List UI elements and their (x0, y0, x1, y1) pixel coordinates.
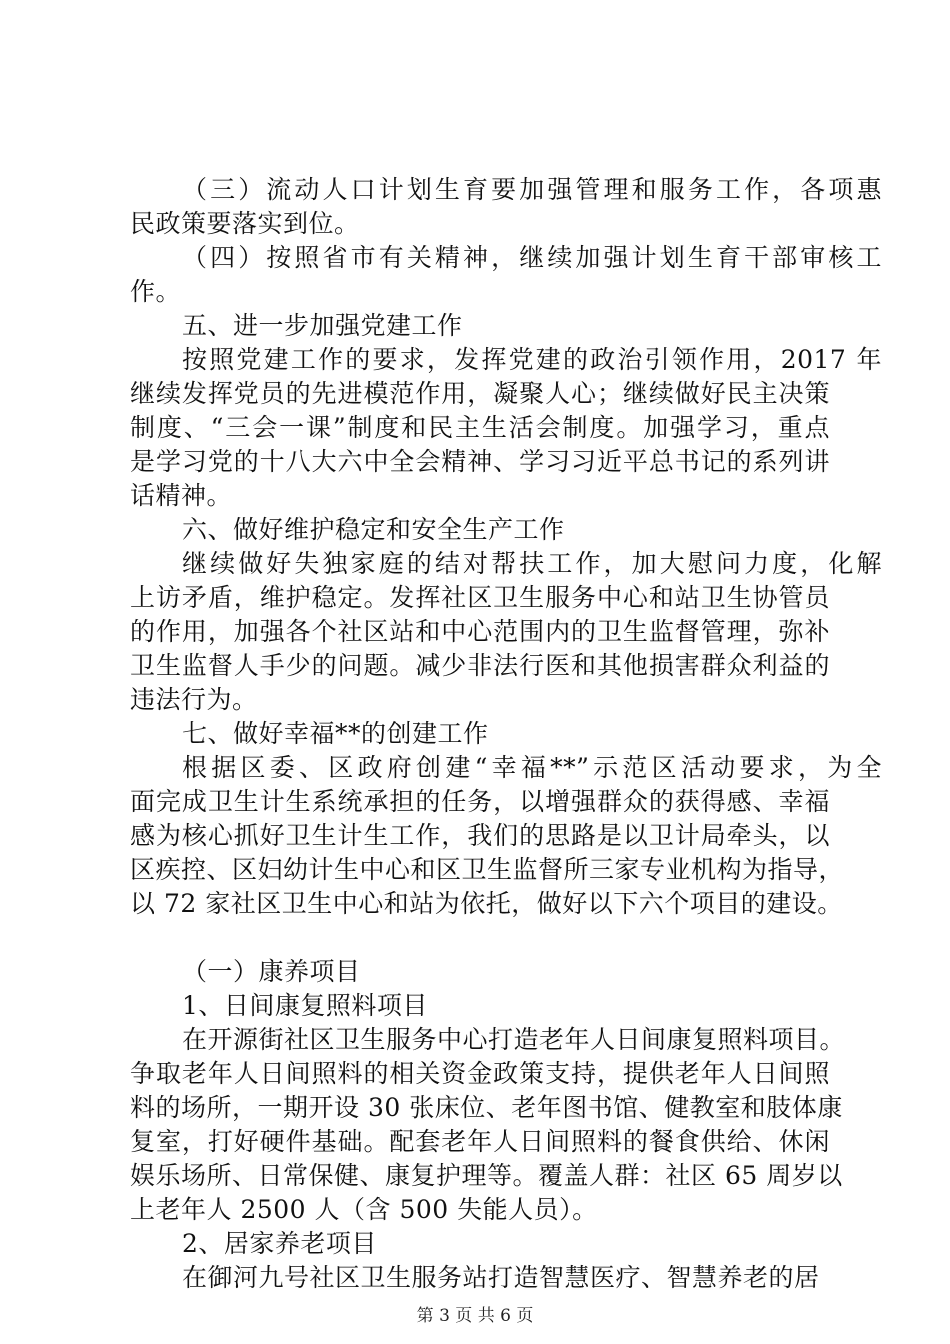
text-line: 作。 (130, 277, 182, 306)
page-number: 第 3 页 共 6 页 (416, 1306, 534, 1326)
text-line: 继续做好失独家庭的结对帮扶工作，加大慰问力度，化解 (182, 549, 882, 578)
text-line: 在御河九号社区卫生服务站打造智慧医疗、智慧养老的居 (182, 1263, 820, 1292)
text-line: 继续发挥党员的先进模范作用，凝聚人心；继续做好民主决策 (130, 379, 830, 408)
text-line: 是学习党的十八大六中全会精神、学习习近平总书记的系列讲 (130, 447, 830, 476)
section-heading: 六、做好维护稳定和安全生产工作 (182, 515, 565, 544)
text-line: 复室，打好硬件基础。配套老年人日间照料的餐食供给、休闲 (130, 1127, 830, 1156)
item-heading: 1、日间康复照料项目 (182, 991, 428, 1020)
text-line: 区疾控、区妇幼计生中心和区卫生监督所三家专业机构为指导， (130, 855, 845, 884)
section-heading: 七、做好幸福**的创建工作 (182, 719, 489, 748)
text-line: 料的场所，一期开设 30 张床位、老年图书馆、健教室和肢体康 (130, 1093, 843, 1122)
section-heading: 五、进一步加强党建工作 (182, 311, 463, 340)
text-line: 上老年人 2500 人（含 500 失能人员）。 (130, 1195, 598, 1224)
text-line: 话精神。 (130, 481, 233, 510)
text-line: 制度、“三会一课”制度和民主生活会制度。加强学习，重点 (130, 413, 830, 442)
item-heading: 2、居家养老项目 (182, 1229, 377, 1258)
text-line: （三）流动人口计划生育要加强管理和服务工作，各项惠 (182, 175, 882, 204)
text-line: 根据区委、区政府创建“幸福**”示范区活动要求，为全 (182, 753, 882, 782)
text-line: 的作用，加强各个社区站和中心范围内的卫生监督管理，弥补 (130, 617, 830, 646)
text-line: 娱乐场所、日常保健、康复护理等。覆盖人群：社区 65 周岁以 (130, 1161, 843, 1190)
text-line: 以 72 家社区卫生中心和站为依托，做好以下六个项目的建设。 (130, 889, 843, 918)
text-line: 按照党建工作的要求，发挥党建的政治引领作用，2017 年 (182, 345, 882, 374)
text-line: （四）按照省市有关精神，继续加强计划生育干部审核工 (182, 243, 882, 272)
text-line: 面完成卫生计生系统承担的任务，以增强群众的获得感、幸福 (130, 787, 830, 816)
subsection-heading: （一）康养项目 (182, 957, 361, 986)
text-line: 上访矛盾，维护稳定。发挥社区卫生服务中心和站卫生协管员 (130, 583, 830, 612)
text-line: 民政策要落实到位。 (130, 209, 360, 238)
text-line: 违法行为。 (130, 685, 258, 714)
text-line: 卫生监督人手少的问题。减少非法行医和其他损害群众利益的 (130, 651, 830, 680)
text-line: 感为核心抓好卫生计生工作，我们的思路是以卫计局牵头，以 (130, 821, 830, 850)
text-line: 在开源街社区卫生服务中心打造老年人日间康复照料项目。 (182, 1025, 846, 1054)
text-line: 争取老年人日间照料的相关资金政策支持，提供老年人日间照 (130, 1059, 830, 1088)
